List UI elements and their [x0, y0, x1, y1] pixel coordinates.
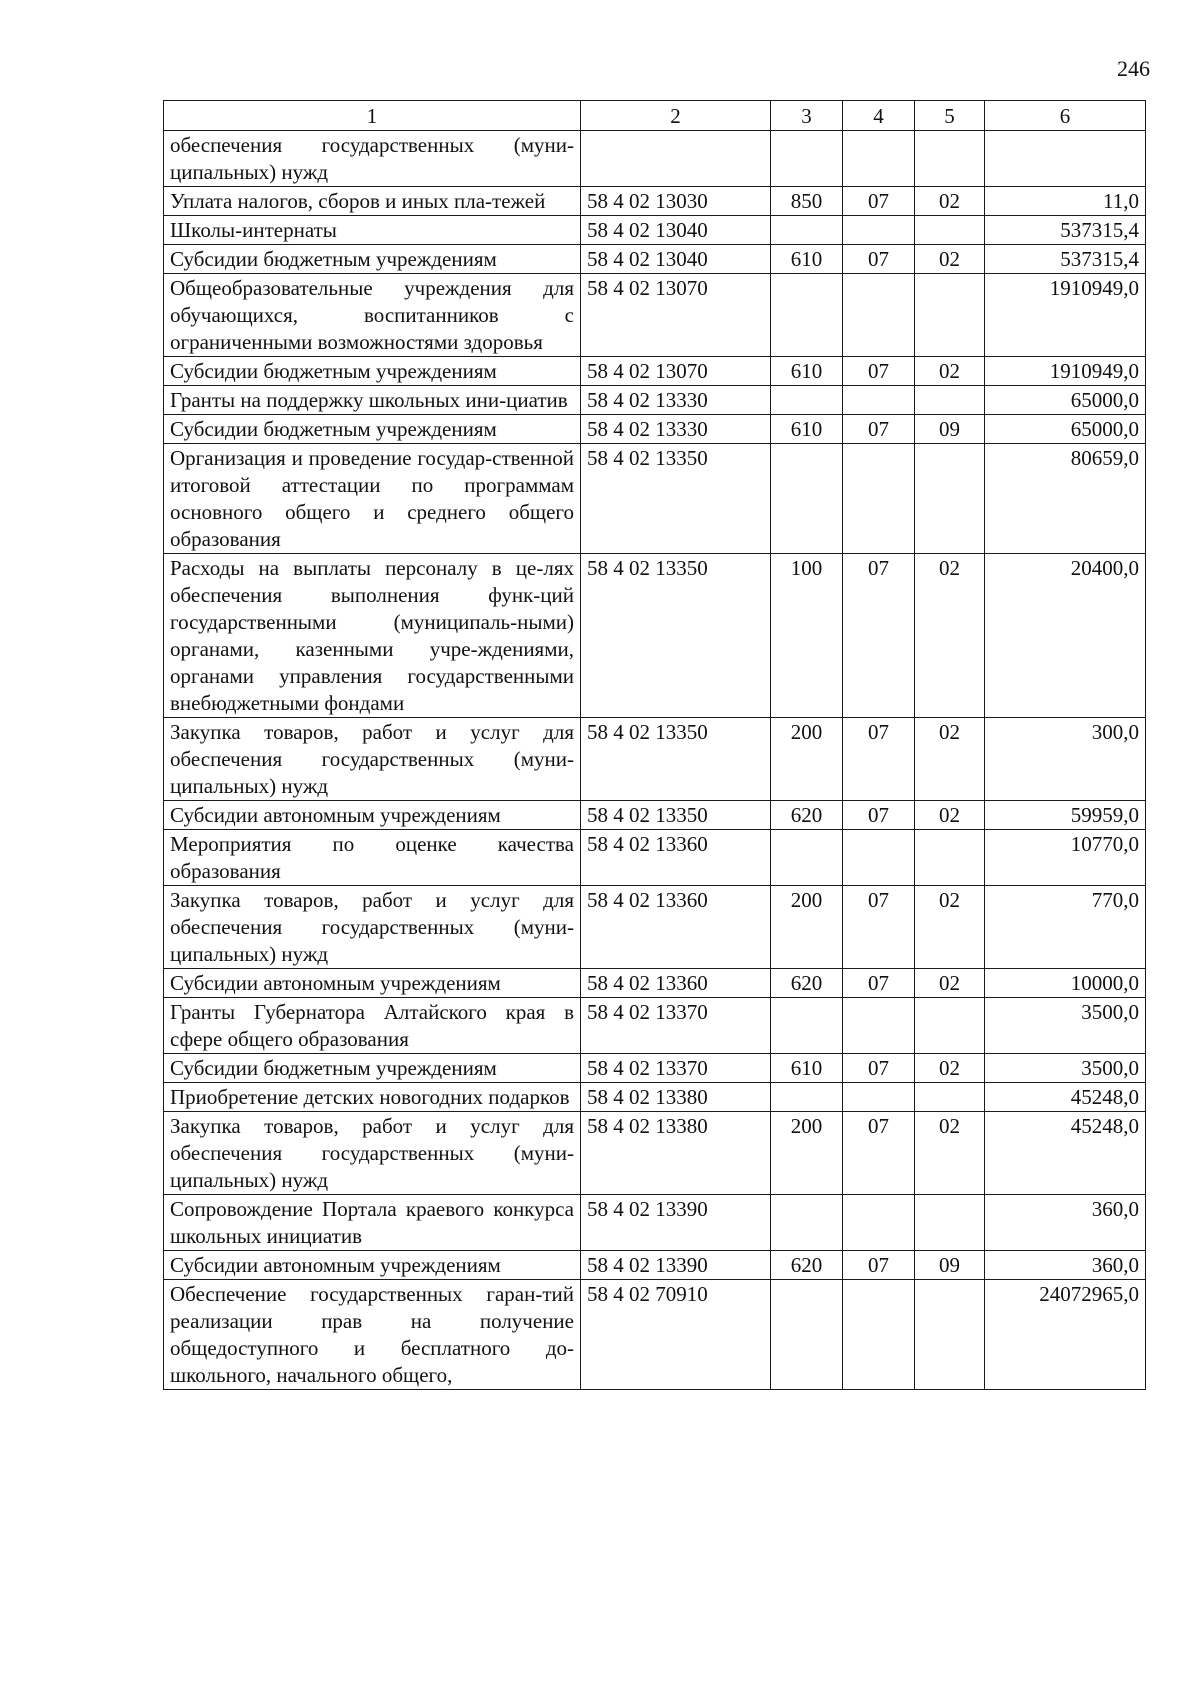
row-name-cell: Закупка товаров, работ и услуг для обеспечения государственных (муни-ципальных) нужд — [164, 886, 581, 969]
row-pr-cell: 02 — [915, 357, 985, 386]
row-name-cell: Школы-интернаты — [164, 216, 581, 245]
row-name-cell: обеспечения государственных (муни-ципальных) нужд — [164, 131, 581, 187]
row-rz-cell: 07 — [843, 357, 915, 386]
row-amount-cell: 45248,0 — [985, 1112, 1146, 1195]
row-vr-cell: 610 — [771, 245, 843, 274]
table-row — [164, 1054, 1146, 1083]
row-pr-cell: 09 — [915, 1251, 985, 1280]
table-row — [164, 216, 1146, 245]
row-amount-cell: 537315,4 — [985, 245, 1146, 274]
row-amount-cell: 1910949,0 — [985, 357, 1146, 386]
row-amount-cell: 65000,0 — [985, 415, 1146, 444]
row-name-cell: Субсидии бюджетным учреждениям — [164, 245, 581, 274]
row-pr-cell: 02 — [915, 801, 985, 830]
row-name-cell: Закупка товаров, работ и услуг для обеспечения государственных (муни-ципальных) нужд — [164, 718, 581, 801]
row-amount-cell: 770,0 — [985, 886, 1146, 969]
row-name-cell: Закупка товаров, работ и услуг для обеспечения государственных (муни-ципальных) нужд — [164, 1112, 581, 1195]
row-code-cell: 58 4 02 70910 — [581, 1280, 771, 1390]
row-code-cell: 58 4 02 13350 — [581, 554, 771, 718]
row-rz-cell — [843, 274, 915, 357]
row-vr-cell: 100 — [771, 554, 843, 718]
row-code-cell: 58 4 02 13360 — [581, 886, 771, 969]
row-name-cell: Сопровождение Портала краевого конкурса школьных инициатив — [164, 1195, 581, 1251]
row-amount-cell: 24072965,0 — [985, 1280, 1146, 1390]
row-rz-cell: 07 — [843, 554, 915, 718]
row-amount-cell — [985, 131, 1146, 187]
table-row — [164, 1195, 1146, 1251]
table-row — [164, 1251, 1146, 1280]
table-row — [164, 969, 1146, 998]
row-vr-cell: 620 — [771, 1251, 843, 1280]
row-rz-cell — [843, 216, 915, 245]
row-vr-cell — [771, 444, 843, 554]
row-code-cell: 58 4 02 13360 — [581, 830, 771, 886]
header-cell-5: 5 — [915, 101, 985, 131]
row-pr-cell — [915, 1083, 985, 1112]
row-amount-cell: 300,0 — [985, 718, 1146, 801]
table-row — [164, 886, 1146, 969]
table-row — [164, 357, 1146, 386]
row-rz-cell: 07 — [843, 718, 915, 801]
row-pr-cell: 09 — [915, 415, 985, 444]
row-pr-cell — [915, 216, 985, 245]
row-name-cell: Субсидии автономным учреждениям — [164, 801, 581, 830]
row-amount-cell: 45248,0 — [985, 1083, 1146, 1112]
row-vr-cell: 620 — [771, 969, 843, 998]
row-code-cell: 58 4 02 13390 — [581, 1195, 771, 1251]
row-rz-cell — [843, 444, 915, 554]
row-name-cell: Субсидии автономным учреждениям — [164, 1251, 581, 1280]
row-pr-cell: 02 — [915, 554, 985, 718]
row-pr-cell: 02 — [915, 718, 985, 801]
row-rz-cell — [843, 131, 915, 187]
header-cell-3: 3 — [771, 101, 843, 131]
row-vr-cell — [771, 1280, 843, 1390]
row-vr-cell: 610 — [771, 357, 843, 386]
table-row — [164, 1083, 1146, 1112]
row-code-cell: 58 4 02 13380 — [581, 1112, 771, 1195]
row-amount-cell: 360,0 — [985, 1195, 1146, 1251]
row-code-cell: 58 4 02 13390 — [581, 1251, 771, 1280]
table-row — [164, 131, 1146, 187]
header-cell-4: 4 — [843, 101, 915, 131]
table-row — [164, 1280, 1146, 1390]
row-vr-cell: 850 — [771, 187, 843, 216]
budget-table — [163, 100, 1146, 1390]
row-vr-cell — [771, 1083, 843, 1112]
row-rz-cell: 07 — [843, 886, 915, 969]
row-name-cell: Субсидии автономным учреждениям — [164, 969, 581, 998]
row-amount-cell: 10000,0 — [985, 969, 1146, 998]
row-name-cell: Общеобразовательные учреждения для обучающихся, воспитанников с ограниченными возможностями здоровья — [164, 274, 581, 357]
header-cell-6: 6 — [985, 101, 1146, 131]
row-name-cell: Обеспечение государственных гаран-тий реализации прав на получение общедоступного и бесплатного до-школьного, начального общего, — [164, 1280, 581, 1390]
row-pr-cell — [915, 386, 985, 415]
table-row — [164, 801, 1146, 830]
row-pr-cell: 02 — [915, 886, 985, 969]
row-name-cell: Мероприятия по оценке качества образования — [164, 830, 581, 886]
row-vr-cell: 620 — [771, 801, 843, 830]
row-code-cell: 58 4 02 13030 — [581, 187, 771, 216]
row-amount-cell: 20400,0 — [985, 554, 1146, 718]
row-code-cell: 58 4 02 13040 — [581, 216, 771, 245]
row-name-cell: Гранты на поддержку школьных ини-циатив — [164, 386, 581, 415]
row-amount-cell: 1910949,0 — [985, 274, 1146, 357]
row-pr-cell — [915, 444, 985, 554]
row-pr-cell: 02 — [915, 187, 985, 216]
row-pr-cell: 02 — [915, 969, 985, 998]
row-vr-cell — [771, 998, 843, 1054]
row-code-cell: 58 4 02 13350 — [581, 718, 771, 801]
row-pr-cell — [915, 1195, 985, 1251]
row-amount-cell: 59959,0 — [985, 801, 1146, 830]
row-name-cell: Субсидии бюджетным учреждениям — [164, 1054, 581, 1083]
row-vr-cell: 200 — [771, 886, 843, 969]
row-rz-cell: 07 — [843, 969, 915, 998]
row-vr-cell — [771, 386, 843, 415]
row-name-cell: Организация и проведение государ-ственной итоговой аттестации по программам основного общего и среднего общего образования — [164, 444, 581, 554]
row-rz-cell — [843, 1083, 915, 1112]
row-code-cell: 58 4 02 13330 — [581, 415, 771, 444]
row-rz-cell: 07 — [843, 1112, 915, 1195]
table-row — [164, 386, 1146, 415]
table-row — [164, 245, 1146, 274]
row-vr-cell — [771, 830, 843, 886]
row-name-cell: Субсидии бюджетным учреждениям — [164, 415, 581, 444]
row-pr-cell — [915, 131, 985, 187]
row-rz-cell: 07 — [843, 415, 915, 444]
row-amount-cell: 11,0 — [985, 187, 1146, 216]
row-rz-cell: 07 — [843, 1054, 915, 1083]
table-row — [164, 415, 1146, 444]
row-rz-cell — [843, 1280, 915, 1390]
row-rz-cell — [843, 1195, 915, 1251]
row-name-cell: Гранты Губернатора Алтайского края в сфере общего образования — [164, 998, 581, 1054]
row-vr-cell — [771, 131, 843, 187]
header-cell-2: 2 — [581, 101, 771, 131]
table-row — [164, 998, 1146, 1054]
row-code-cell — [581, 131, 771, 187]
row-name-cell: Уплата налогов, сборов и иных пла-тежей — [164, 187, 581, 216]
row-name-cell: Приобретение детских новогодних подарков — [164, 1083, 581, 1112]
row-code-cell: 58 4 02 13380 — [581, 1083, 771, 1112]
row-rz-cell: 07 — [843, 187, 915, 216]
table-row — [164, 718, 1146, 801]
row-code-cell: 58 4 02 13370 — [581, 1054, 771, 1083]
table-row — [164, 444, 1146, 554]
row-amount-cell: 360,0 — [985, 1251, 1146, 1280]
row-vr-cell: 610 — [771, 1054, 843, 1083]
table-row — [164, 830, 1146, 886]
table-row — [164, 274, 1146, 357]
row-code-cell: 58 4 02 13040 — [581, 245, 771, 274]
row-rz-cell: 07 — [843, 245, 915, 274]
row-vr-cell — [771, 274, 843, 357]
row-code-cell: 58 4 02 13070 — [581, 274, 771, 357]
row-amount-cell: 3500,0 — [985, 998, 1146, 1054]
row-pr-cell: 02 — [915, 1054, 985, 1083]
row-code-cell: 58 4 02 13330 — [581, 386, 771, 415]
row-name-cell: Субсидии бюджетным учреждениям — [164, 357, 581, 386]
row-code-cell: 58 4 02 13350 — [581, 801, 771, 830]
table-row — [164, 1112, 1146, 1195]
row-pr-cell: 02 — [915, 245, 985, 274]
table-row — [164, 554, 1146, 718]
row-name-cell: Расходы на выплаты персоналу в це-лях обеспечения выполнения функ-ций государственными (муниципаль-ными) органами, казенными учре-ждениями, органами управления государственными внебюджетными фондами — [164, 554, 581, 718]
row-pr-cell — [915, 274, 985, 357]
row-vr-cell — [771, 1195, 843, 1251]
header-row — [164, 101, 1146, 131]
row-amount-cell: 537315,4 — [985, 216, 1146, 245]
row-code-cell: 58 4 02 13370 — [581, 998, 771, 1054]
row-code-cell: 58 4 02 13350 — [581, 444, 771, 554]
page-number: 246 — [1117, 56, 1150, 81]
row-amount-cell: 3500,0 — [985, 1054, 1146, 1083]
row-code-cell: 58 4 02 13360 — [581, 969, 771, 998]
row-vr-cell: 200 — [771, 1112, 843, 1195]
row-vr-cell: 200 — [771, 718, 843, 801]
row-pr-cell — [915, 1280, 985, 1390]
row-amount-cell: 65000,0 — [985, 386, 1146, 415]
row-rz-cell — [843, 998, 915, 1054]
table-row — [164, 187, 1146, 216]
row-pr-cell — [915, 998, 985, 1054]
row-rz-cell — [843, 386, 915, 415]
row-vr-cell: 610 — [771, 415, 843, 444]
row-rz-cell: 07 — [843, 801, 915, 830]
row-amount-cell: 80659,0 — [985, 444, 1146, 554]
row-pr-cell — [915, 830, 985, 886]
row-rz-cell: 07 — [843, 1251, 915, 1280]
row-code-cell: 58 4 02 13070 — [581, 357, 771, 386]
row-vr-cell — [771, 216, 843, 245]
row-pr-cell: 02 — [915, 1112, 985, 1195]
row-rz-cell — [843, 830, 915, 886]
row-amount-cell: 10770,0 — [985, 830, 1146, 886]
header-cell-1: 1 — [164, 101, 581, 131]
